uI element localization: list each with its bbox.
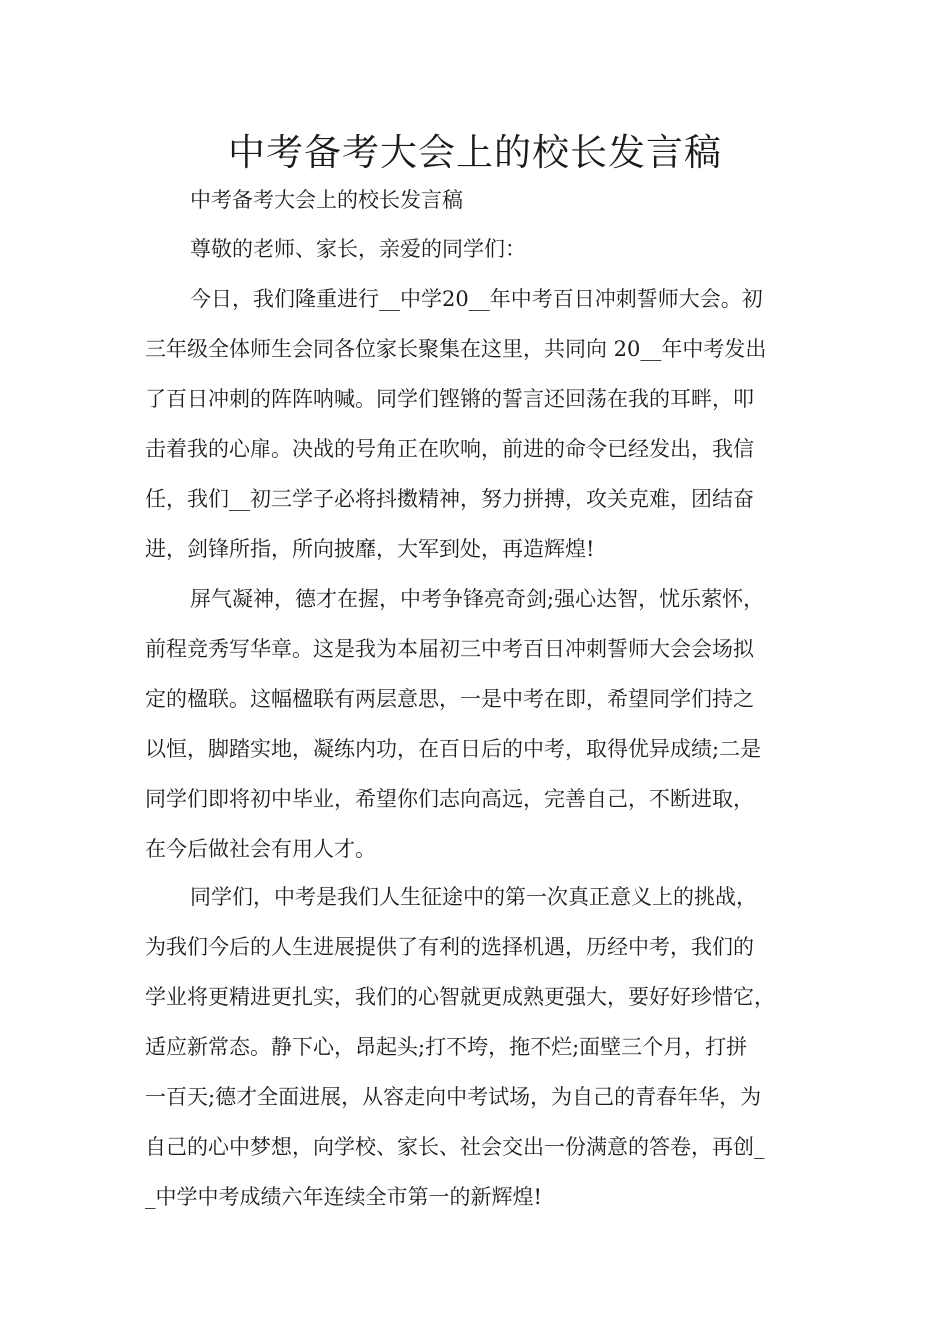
document-title: 中考备考大会上的校长发言稿 [228, 131, 722, 174]
paragraph-line: 前程竞秀写华章。这是我为本届初三中考百日冲刺誓师大会会场拟 [145, 637, 754, 661]
subtitle-line: 中考备考大会上的校长发言稿 [190, 188, 463, 212]
paragraph-line: 了百日冲刺的阵阵呐喊。同学们铿锵的誓言还回荡在我的耳畔，叩 [145, 387, 754, 411]
paragraph-line: 定的楹联。这幅楹联有两层意思，一是中考在即，希望同学们持之 [145, 687, 754, 711]
paragraph-line: 击着我的心扉。决战的号角正在吹响，前进的命令已经发出，我信 [145, 437, 754, 461]
paragraph-line: 一百天;德才全面进展，从容走向中考试场，为自己的青春年华，为 [145, 1085, 762, 1109]
paragraph-line: 同学们即将初中毕业，希望你们志向高远，完善自己，不断进取， [145, 787, 754, 811]
paragraph-line: 以恒，脚踏实地，凝练内功，在百日后的中考，取得优异成绩;二是 [145, 737, 762, 761]
salutation-line: 尊敬的老师、家长，亲爱的同学们： [190, 237, 526, 261]
paragraph-line: 今日，我们隆重进行__中学20__年中考百日冲刺誓师大会。初 [190, 287, 763, 311]
paragraph-line: 同学们，中考是我们人生征途中的第一次真正意义上的挑战， [190, 885, 757, 909]
paragraph-line: 自己的心中梦想，向学校、家长、社会交出一份满意的答卷，再创_ [145, 1135, 765, 1159]
paragraph-line: 适应新常态。静下心，昂起头;打不垮，拖不烂;面壁三个月，打拼 [145, 1035, 748, 1059]
paragraph-line: 进，剑锋所指，所向披靡，大军到处，再造辉煌! [145, 537, 595, 561]
paragraph-line: 在今后做社会有用人才。 [145, 837, 376, 861]
paragraph-line: 屏气凝神，德才在握，中考争锋亮奇剑;强心达智，忧乐萦怀， [190, 587, 765, 611]
paragraph-line: 任，我们__初三学子必将抖擞精神，努力拼搏，攻关克难，团结奋 [145, 487, 754, 511]
paragraph-line: 学业将更精进更扎实，我们的心智就更成熟更强大，要好好珍惜它， [145, 985, 775, 1009]
paragraph-line: 三年级全体师生会同各位家长聚集在这里，共同向 20__年中考发出 [145, 337, 767, 361]
paragraph-line: _中学中考成绩六年连续全市第一的新辉煌! [145, 1185, 542, 1209]
paragraph-line: 为我们今后的人生进展提供了有利的选择机遇，历经中考，我们的 [145, 935, 754, 959]
